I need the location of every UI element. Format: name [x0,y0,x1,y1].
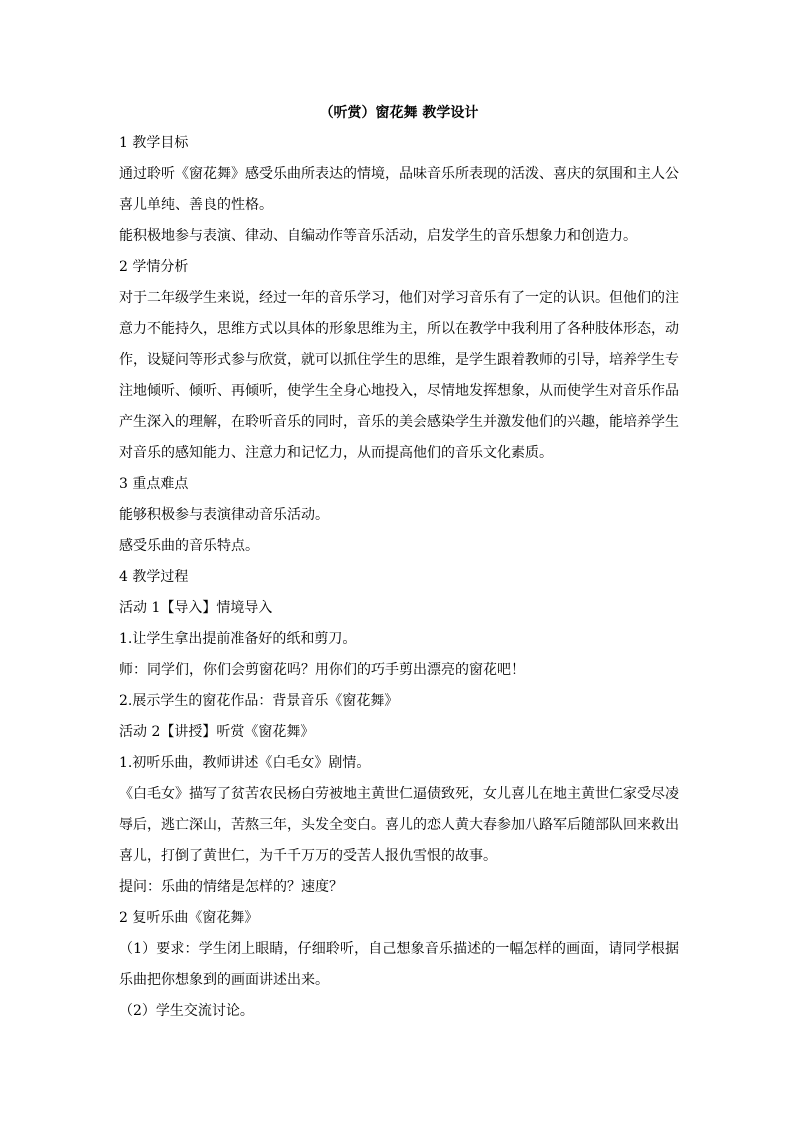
activity-1-heading: 活动 1【导入】情境导入 [119,600,273,616]
paragraph-key-point-2: 感受乐曲的音乐特点。 [119,538,259,554]
section-heading-analysis: 2 学情分析 [119,259,189,275]
paragraph-story: 《白毛女》描写了贫苦农民杨白劳被地主黄世仁逼债致死，女儿喜儿在地主黄世仁家受尽凌辱后，逃亡深山，苦熬三年，头发全变白。喜儿的恋人黄大春参加八路军后随部队回来救出喜儿，打倒了黄世仁，为千千万万的受苦人报仇雪恨的故事。 [119,786,679,864]
document-title: （听赏）窗花舞 教学设计 [319,105,479,121]
paragraph-analysis: 对于二年级学生来说，经过一年的音乐学习，他们对学习音乐有了一定的认识。但他们的注意力不能持久，思维方式以具体的形象思维为主，所以在教学中我利用了各种肢体形态，动作，设疑问等形式参与欣赏，就可以抓住学生的思维，是学生跟着教师的引导，培养学生专注地倾听、倾听、再倾听，使学生全身心地投入，尽情地发挥想象，从而使学生对音乐作品产生深入的理解，在聆听音乐的同时，音乐的美会感染学生并激发他们的兴趣，能培养学生对音乐的感知能力、注意力和记忆力，从而提高他们的音乐文化素质。 [119,290,679,461]
activity-1-teacher-line: 师：同学们，你们会剪窗花吗？用你们的巧手剪出漂亮的窗花吧！ [119,662,525,678]
document-body [119,102,679,1027]
activity-1-step-1: 1.让学生拿出提前准备好的纸和剪刀。 [119,631,357,647]
activity-2-step-2: 2 复听乐曲《窗花舞》 [119,910,259,926]
activity-1-step-2: 2.展示学生的窗花作品：背景音乐《窗花舞》 [119,693,399,709]
question-line: 提问：乐曲的情绪是怎样的？速度？ [119,879,343,895]
section-heading-objectives: 1 教学目标 [119,135,189,151]
paragraph-objective-1: 通过聆听《窗花舞》感受乐曲所表达的情境，品味音乐所表现的活泼、喜庆的氛围和主人公喜儿单纯、善良的性格。 [119,166,679,213]
activity-2-step-1: 1.初听乐曲，教师讲述《白毛女》剧情。 [119,755,371,771]
activity-2-heading: 活动 2【讲授】听赏《窗花舞》 [119,724,315,740]
requirement-paragraph: （1）要求：学生闭上眼睛，仔细聆听，自己想象音乐描述的一幅怎样的画面，请同学根据乐曲把你想象到的画面讲述出来。 [119,941,679,988]
paragraph-objective-2: 能积极地参与表演、律动、自编动作等音乐活动，启发学生的音乐想象力和创造力。 [119,228,637,244]
discussion-line: （2）学生交流讨论。 [119,1003,254,1019]
section-heading-key-points: 3 重点难点 [119,476,189,492]
section-heading-process: 4 教学过程 [119,569,189,585]
paragraph-key-point-1: 能够积极参与表演律动音乐活动。 [119,507,329,523]
